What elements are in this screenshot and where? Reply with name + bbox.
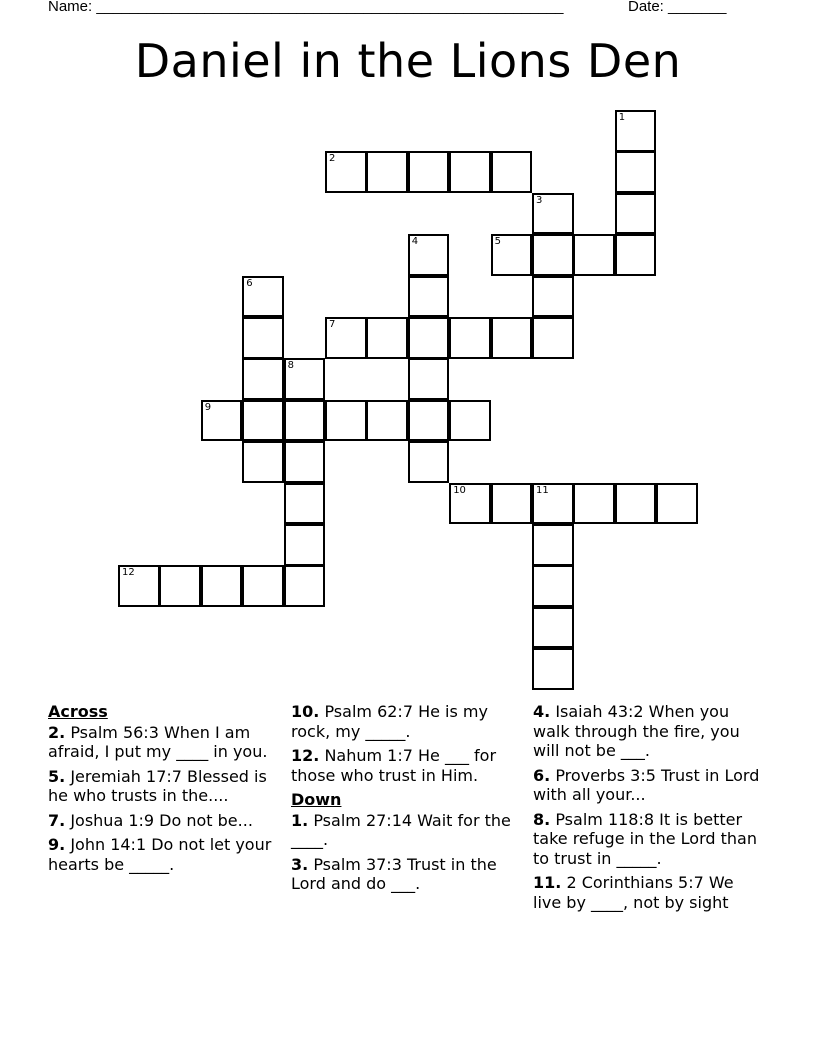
grid-cell[interactable] xyxy=(532,648,574,690)
grid-cell[interactable] xyxy=(408,400,450,442)
grid-cell[interactable] xyxy=(449,317,491,359)
clue-text: Psalm 27:14 Wait for the ____. xyxy=(291,810,511,849)
grid-cell[interactable] xyxy=(573,234,615,276)
cell-number: 6 xyxy=(246,277,253,289)
clue-column-2 xyxy=(291,702,523,899)
grid-cell[interactable] xyxy=(159,565,201,607)
cell-number: 5 xyxy=(494,236,501,248)
grid-cell[interactable] xyxy=(532,317,574,359)
clue-column-1 xyxy=(48,702,280,879)
clue-down-1 xyxy=(291,811,523,850)
clue-across-2 xyxy=(48,723,280,762)
grid-cell[interactable] xyxy=(242,441,284,483)
grid-cell[interactable] xyxy=(532,524,574,566)
grid-cell[interactable] xyxy=(449,400,491,442)
grid-cell[interactable] xyxy=(284,441,326,483)
clue-number: 7. xyxy=(48,810,66,830)
grid-cell[interactable] xyxy=(532,607,574,649)
date-field-label[interactable]: Date: _______ xyxy=(628,0,727,15)
clue-down-4 xyxy=(533,702,765,761)
grid-cell[interactable] xyxy=(118,565,160,607)
grid-cell[interactable] xyxy=(532,193,574,235)
grid-cell[interactable] xyxy=(242,358,284,400)
clue-number: 8. xyxy=(533,809,551,829)
cell-number: 11 xyxy=(536,484,549,496)
clue-text: Psalm 62:7 He is my rock, my _____. xyxy=(291,702,488,741)
grid-cell[interactable] xyxy=(491,317,533,359)
grid-cell[interactable] xyxy=(242,565,284,607)
cell-number: 4 xyxy=(411,236,419,248)
clue-number: 1. xyxy=(291,810,309,830)
cell-number: 10 xyxy=(453,484,466,496)
clue-text: Nahum 1:7 He ___ for those who trust in Him. xyxy=(291,746,497,785)
clue-across-7 xyxy=(48,811,280,831)
clue-text: Jeremiah 17:7 Blessed is he who trusts in the.... xyxy=(48,766,267,805)
clue-number: 5. xyxy=(48,766,66,786)
clue-down-8 xyxy=(533,810,765,869)
clue-across-12 xyxy=(291,746,523,785)
clue-text: Psalm 56:3 When I am afraid, I put my ____ in you. xyxy=(48,722,268,761)
grid-cell[interactable] xyxy=(532,483,574,525)
grid-cell[interactable] xyxy=(284,565,326,607)
grid-cell[interactable] xyxy=(366,151,408,193)
grid-cell[interactable] xyxy=(201,400,243,442)
grid-cell[interactable] xyxy=(615,234,657,276)
grid-cell[interactable] xyxy=(284,400,326,442)
clue-text: 2 Corinthians 5:7 We live by ____, not by sight xyxy=(533,873,734,912)
clue-across-5 xyxy=(48,767,280,806)
grid-cell[interactable] xyxy=(449,151,491,193)
grid-cell[interactable] xyxy=(656,483,698,525)
grid-cell[interactable] xyxy=(615,193,657,235)
clue-text: Joshua 1:9 Do not be... xyxy=(70,810,253,830)
clue-number: 4. xyxy=(533,702,551,721)
grid-cell[interactable] xyxy=(615,110,657,152)
across-heading: Across xyxy=(48,702,108,721)
grid-cell[interactable] xyxy=(325,317,367,359)
grid-cell[interactable] xyxy=(532,234,574,276)
clue-text: John 14:1 Do not let your hearts be _____. xyxy=(48,835,272,874)
grid-cell[interactable] xyxy=(408,276,450,318)
grid-cell[interactable] xyxy=(242,276,284,318)
grid-cell[interactable] xyxy=(491,483,533,525)
grid-cell[interactable] xyxy=(573,483,615,525)
cell-number: 12 xyxy=(122,567,135,579)
grid-cell[interactable] xyxy=(366,400,408,442)
clue-across-9 xyxy=(48,835,280,874)
clue-text: Isaiah 43:2 When you walk through the fire, you will not be ___. xyxy=(533,702,740,760)
clue-down-3 xyxy=(291,855,523,894)
grid-cell[interactable] xyxy=(284,524,326,566)
grid-cell[interactable] xyxy=(284,358,326,400)
clue-text: Psalm 118:8 It is better take refuge in the Lord than to trust in _____. xyxy=(533,809,757,868)
grid-cell[interactable] xyxy=(201,565,243,607)
cell-number: 8 xyxy=(287,360,294,372)
grid-cell[interactable] xyxy=(408,234,450,276)
cell-number: 3 xyxy=(536,194,543,206)
grid-cell[interactable] xyxy=(325,151,367,193)
clue-number: 3. xyxy=(291,854,309,874)
grid-cell[interactable] xyxy=(491,151,533,193)
grid-cell[interactable] xyxy=(408,317,450,359)
clue-number: 6. xyxy=(533,765,551,785)
grid-cell[interactable] xyxy=(242,317,284,359)
cell-number: 1 xyxy=(618,112,626,123)
grid-cell[interactable] xyxy=(325,400,367,442)
clue-number: 11. xyxy=(533,873,562,892)
grid-cell[interactable] xyxy=(408,151,450,193)
cell-number: 9 xyxy=(204,401,212,413)
clue-across-10 xyxy=(291,702,523,741)
grid-cell[interactable] xyxy=(284,483,326,525)
clue-number: 10. xyxy=(291,702,320,721)
grid-cell[interactable] xyxy=(242,400,284,442)
cell-number: 2 xyxy=(329,153,336,165)
name-field-label[interactable]: Name: ________________________________________________________ xyxy=(48,0,564,15)
clue-number: 9. xyxy=(48,835,66,854)
page-title: Daniel in the Lions Den xyxy=(134,34,682,88)
grid-cell[interactable] xyxy=(615,151,657,193)
grid-cell[interactable] xyxy=(491,234,533,276)
down-heading: Down xyxy=(291,790,342,809)
grid-cell[interactable] xyxy=(408,358,450,400)
grid-cell[interactable] xyxy=(449,483,491,525)
clue-text: Proverbs 3:5 Trust in Lord with all your... xyxy=(533,765,760,804)
grid-cell[interactable] xyxy=(408,441,450,483)
clue-column-3 xyxy=(533,702,765,917)
clue-number: 2. xyxy=(48,722,66,742)
grid-cell[interactable] xyxy=(615,483,657,525)
grid-cell[interactable] xyxy=(532,565,574,607)
cell-number: 7 xyxy=(329,319,336,330)
clue-number: 12. xyxy=(291,746,320,765)
clue-text: Psalm 37:3 Trust in the Lord and do ___. xyxy=(291,854,497,893)
clue-down-11 xyxy=(533,873,765,912)
grid-cell[interactable] xyxy=(532,276,574,318)
clue-down-6 xyxy=(533,766,765,805)
grid-cell[interactable] xyxy=(366,317,408,359)
